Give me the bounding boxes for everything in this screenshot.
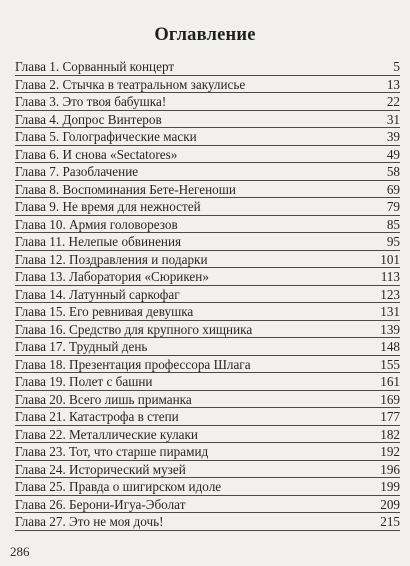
toc-entry xyxy=(15,408,400,426)
toc-entry xyxy=(15,181,400,199)
toc-entry-page: 13 xyxy=(386,76,400,92)
toc-entry xyxy=(15,268,400,286)
toc-entry-page: 85 xyxy=(386,216,400,232)
toc-entry-page: 69 xyxy=(386,181,400,197)
toc-entry xyxy=(15,478,400,496)
toc-entry-page: 123 xyxy=(380,286,400,302)
toc-entry-title: Глава 15. Его ревнивая девушка xyxy=(15,304,194,319)
toc-entry-title: Глава 5. Голографические маски xyxy=(15,129,197,144)
toc-entry-title: Глава 14. Латунный саркофаг xyxy=(15,286,180,302)
toc-entry xyxy=(15,391,400,409)
toc-entry xyxy=(15,513,400,531)
toc-entry-page: 155 xyxy=(380,356,400,372)
table-of-contents xyxy=(15,58,400,531)
toc-entry-title: Глава 22. Металлические кулаки xyxy=(15,426,198,442)
toc-entry-title: Глава 12. Поздравления и подарки xyxy=(15,251,208,267)
toc-entry-page: 215 xyxy=(380,514,400,529)
toc-entry xyxy=(15,373,400,391)
toc-entry xyxy=(15,286,400,304)
toc-entry-page: 199 xyxy=(380,479,400,494)
toc-entry-page: 31 xyxy=(386,111,400,127)
toc-entry-page: 58 xyxy=(386,164,400,179)
toc-entry xyxy=(15,338,400,356)
toc-entry-title: Глава 13. Лаборатория «Сюрикен» xyxy=(15,269,209,284)
toc-entry-page: 169 xyxy=(380,391,400,407)
toc-entry xyxy=(15,321,400,339)
toc-entry-title: Глава 20. Всего лишь приманка xyxy=(15,391,192,407)
toc-entry-title: Глава 6. И снова «Sectatores» xyxy=(15,146,178,162)
toc-entry-title: Глава 16. Средство для крупного хищника xyxy=(15,321,253,337)
toc-entry-page: 113 xyxy=(380,269,400,284)
toc-entry-page: 196 xyxy=(380,461,400,477)
toc-entry-title: Глава 9. Не время для нежностей xyxy=(15,199,201,214)
toc-entry-page: 192 xyxy=(380,444,400,459)
toc-entry-title: Глава 18. Презентация профессора Шлага xyxy=(15,356,251,372)
toc-entry-title: Глава 7. Разоблачение xyxy=(15,164,139,179)
toc-entry xyxy=(15,93,400,111)
toc-entry-page: 148 xyxy=(380,339,400,354)
toc-entry xyxy=(15,461,400,479)
toc-entry xyxy=(15,251,400,269)
toc-entry xyxy=(15,496,400,514)
toc-entry-page: 39 xyxy=(386,129,400,144)
toc-entry-page: 22 xyxy=(386,94,400,109)
toc-entry-title: Глава 27. Это не моя дочь! xyxy=(15,514,164,529)
toc-entry xyxy=(15,216,400,234)
toc-entry-page: 79 xyxy=(386,199,400,214)
toc-entry-title: Глава 10. Армия головорезов xyxy=(15,216,178,232)
toc-entry-title: Глава 19. Полет с башни xyxy=(15,374,153,389)
toc-entry xyxy=(15,76,400,94)
toc-entry xyxy=(15,146,400,164)
toc-entry-title: Глава 25. Правда о шигирском идоле xyxy=(15,479,222,494)
toc-entry xyxy=(15,111,400,129)
toc-entry xyxy=(15,356,400,374)
toc-entry xyxy=(15,128,400,146)
toc-entry-title: Глава 4. Допрос Винтеров xyxy=(15,111,162,127)
toc-entry-page: 101 xyxy=(380,251,400,267)
toc-entry xyxy=(15,198,400,216)
page-title: Оглавление xyxy=(154,25,256,46)
toc-entry-title: Глава 3. Это твоя бабушка! xyxy=(15,94,167,109)
toc-entry xyxy=(15,58,400,76)
toc-entry-page: 49 xyxy=(386,146,400,162)
toc-entry xyxy=(15,443,400,461)
toc-entry-page: 177 xyxy=(380,409,400,424)
toc-entry xyxy=(15,426,400,444)
toc-entry-page: 139 xyxy=(380,321,400,337)
toc-entry-page: 209 xyxy=(380,496,400,512)
toc-entry-page: 131 xyxy=(380,304,400,319)
toc-entry-page: 161 xyxy=(380,374,400,389)
toc-entry-title: Глава 17. Трудный день xyxy=(15,339,148,354)
toc-entry-title: Глава 1. Сорванный концерт xyxy=(15,59,175,74)
toc-entry-page: 182 xyxy=(380,426,400,442)
toc-entry-title: Глава 23. Тот, что старше пирамид xyxy=(15,444,209,459)
toc-entry xyxy=(15,303,400,321)
toc-entry-title: Глава 8. Воспоминания Бете-Негеноши xyxy=(15,181,236,197)
toc-entry-title: Глава 2. Стычка в театральном закулисье xyxy=(15,76,246,92)
toc-entry-page: 95 xyxy=(386,234,400,249)
toc-entry xyxy=(15,233,400,251)
toc-entry-title: Глава 21. Катастрофа в степи xyxy=(15,409,179,424)
toc-entry-title: Глава 26. Берони-Игуа-Эболат xyxy=(15,496,186,512)
toc-entry-title: Глава 24. Исторический музей xyxy=(15,461,186,477)
toc-entry-page: 5 xyxy=(393,59,400,74)
toc-entry xyxy=(15,163,400,181)
page-number: 286 xyxy=(10,544,30,559)
toc-entry-title: Глава 11. Нелепые обвинения xyxy=(15,234,182,249)
